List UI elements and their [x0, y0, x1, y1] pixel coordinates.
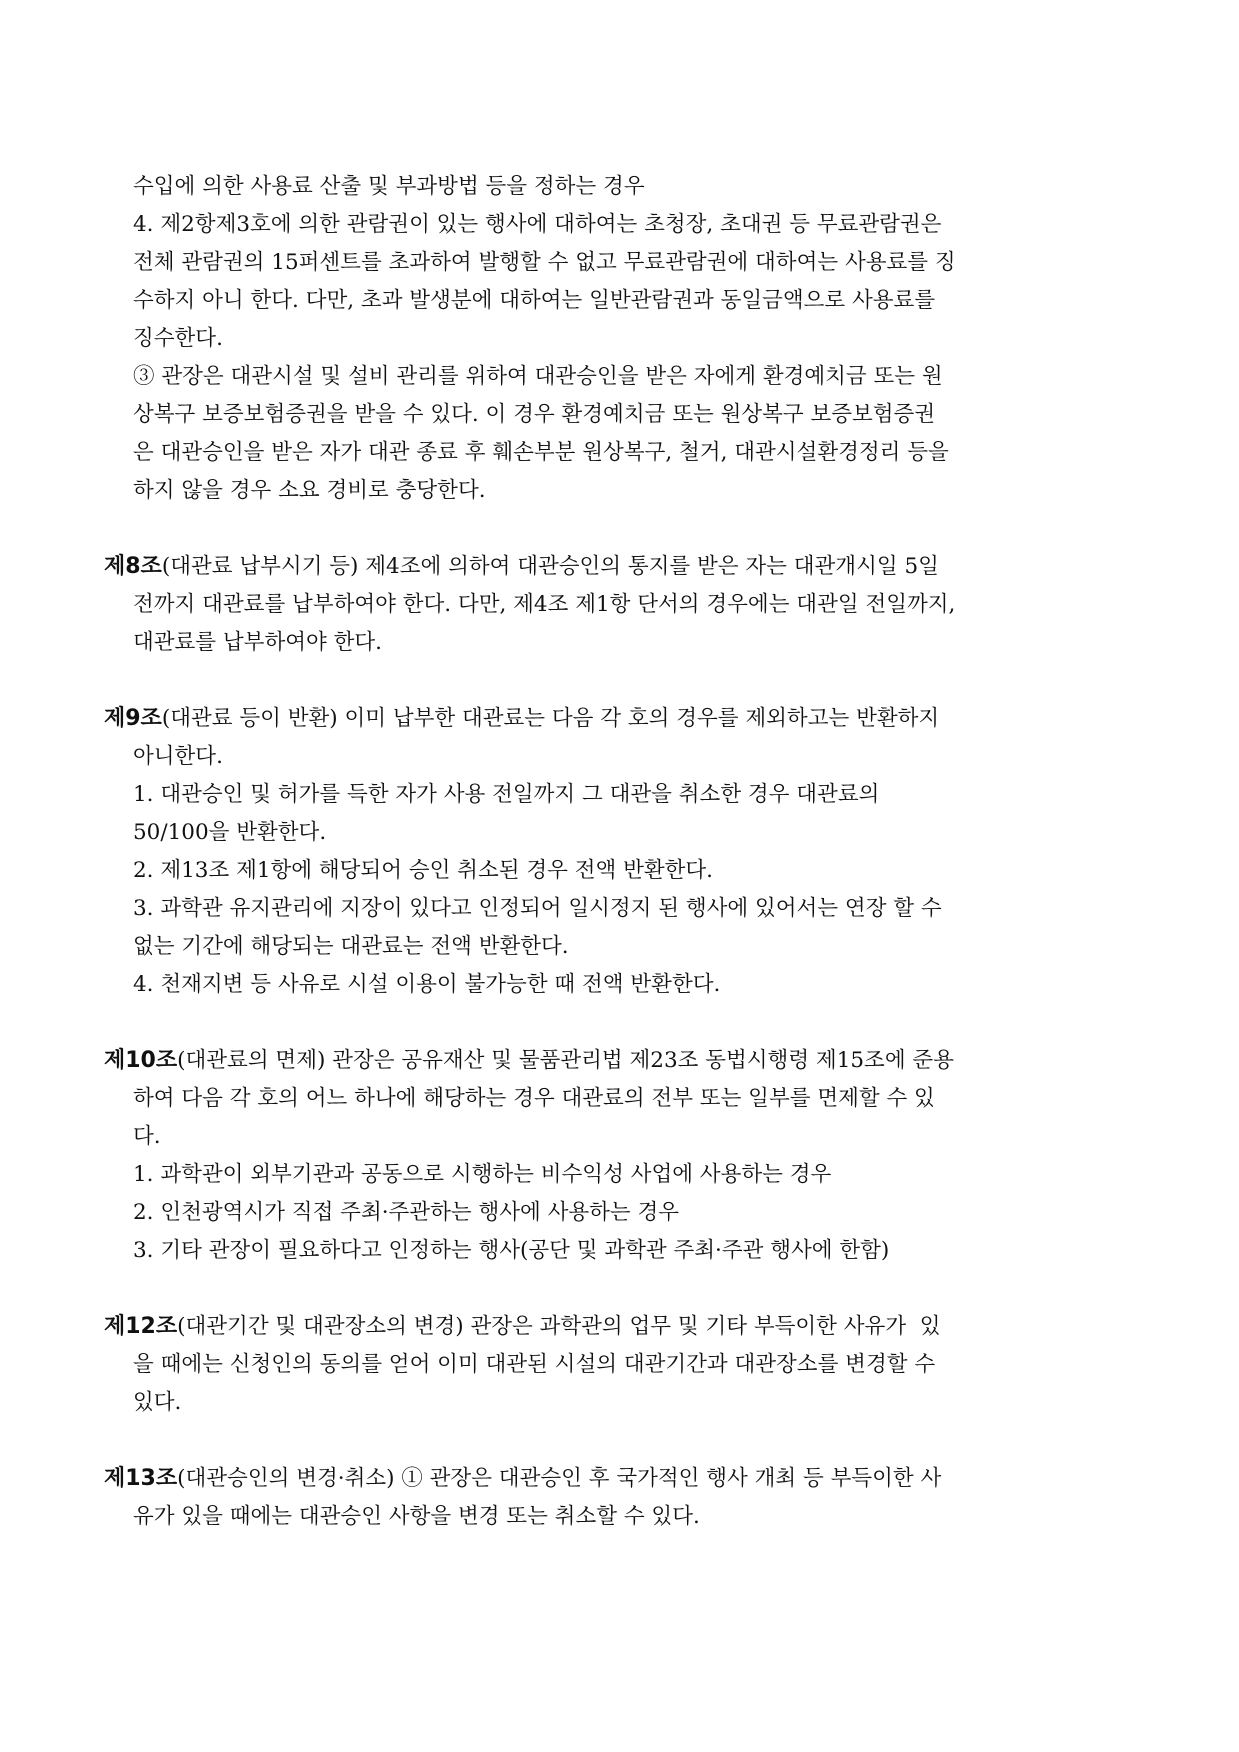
article-label: 제9조 [104, 706, 162, 731]
article-12 [104, 1308, 1134, 1422]
text-line: 3. 기타 관장이 필요하다고 인정하는 행사(공단 및 과학관 주최·주관 행사에 한함) [133, 1238, 890, 1263]
text-line: 은 대관승인을 받은 자가 대관 종료 후 훼손부분 원상복구, 철거, 대관시설환경정리 등을 [133, 440, 949, 465]
text-line: 유가 있을 때에는 대관승인 사항을 변경 또는 취소할 수 있다. [133, 1504, 700, 1529]
article-text: (대관기간 및 대관장소의 변경) 관장은 과학관의 업무 및 기타 부득이한 사유가 있 [177, 1314, 941, 1339]
text-line: 전까지 대관료를 납부하여야 한다. 다만, 제4조 제1항 단서의 경우에는 대관일 전일까지, [133, 592, 956, 617]
article-text: (대관승인의 변경·취소) ① 관장은 대관승인 후 국가적인 행사 개최 등 부득이한 사 [177, 1466, 942, 1491]
article-9 [104, 700, 1134, 1004]
article-10 [104, 1042, 1134, 1270]
article-heading-line [104, 700, 1134, 738]
article-heading-line [104, 548, 1134, 586]
article-label: 제13조 [104, 1466, 178, 1491]
article-text: (대관료 납부시기 등) 제4조에 의하여 대관승인의 통지를 받은 자는 대관개시일 5일 [161, 554, 939, 579]
text-line: 없는 기간에 해당되는 대관료는 전액 반환한다. [133, 934, 569, 959]
article-8 [104, 548, 1134, 662]
text-line: 상복구 보증보험증권을 받을 수 있다. 이 경우 환경예치금 또는 원상복구 보증보험증권 [133, 402, 936, 427]
text-line: 1. 과학관이 외부기관과 공동으로 시행하는 비수익성 사업에 사용하는 경우 [133, 1162, 832, 1187]
article-13 [104, 1460, 1134, 1536]
text-line: 하여 다음 각 호의 어느 하나에 해당하는 경우 대관료의 전부 또는 일부를 면제할 수 있 [133, 1086, 935, 1111]
text-line: 을 때에는 신청인의 동의를 얻어 이미 대관된 시설의 대관기간과 대관장소를 변경할 수 [133, 1352, 936, 1377]
text-line: 4. 제2항제3호에 의한 관람권이 있는 행사에 대하여는 초청장, 초대권 등 무료관람권은 [133, 212, 942, 237]
continued-section [104, 168, 1134, 510]
text-line: 다. [133, 1124, 161, 1149]
text-line: 4. 천재지변 등 사유로 시설 이용이 불가능한 때 전액 반환한다. [133, 972, 721, 997]
text-line: 3. 과학관 유지관리에 지장이 있다고 인정되어 일시정지 된 행사에 있어서는 연장 할 수 [133, 896, 942, 921]
text-line: 대관료를 납부하여야 한다. [133, 630, 382, 655]
text-line: 수입에 의한 사용료 산출 및 부과방법 등을 정하는 경우 [133, 174, 645, 199]
document-page [104, 168, 1134, 1536]
text-line: 1. 대관승인 및 허가를 득한 자가 사용 전일까지 그 대관을 취소한 경우 대관료의 [133, 782, 880, 807]
article-label: 제12조 [104, 1314, 178, 1339]
text-line: 아니한다. [133, 744, 223, 769]
text-line: ③ 관장은 대관시설 및 설비 관리를 위하여 대관승인을 받은 자에게 환경예치금 또는 원 [133, 364, 943, 389]
text-line: 수하지 아니 한다. 다만, 초과 발생분에 대하여는 일반관람권과 동일금액으로 사용료를 [133, 288, 936, 313]
article-label: 제8조 [104, 554, 162, 579]
text-line: 2. 인천광역시가 직접 주최·주관하는 행사에 사용하는 경우 [133, 1200, 680, 1225]
text-line: 2. 제13조 제1항에 해당되어 승인 취소된 경우 전액 반환한다. [133, 858, 713, 883]
article-text: (대관료 등이 반환) 이미 납부한 대관료는 다음 각 호의 경우를 제외하고는 반환하지 [161, 706, 940, 731]
text-line: 징수한다. [133, 326, 223, 351]
text-line: 전체 관람권의 15퍼센트를 초과하여 발행할 수 없고 무료관람권에 대하여는 사용료를 징 [133, 250, 956, 275]
text-line: 50/100을 반환한다. [133, 820, 327, 845]
article-heading-line [104, 1042, 1134, 1080]
article-heading-line [104, 1460, 1134, 1498]
article-heading-line [104, 1308, 1134, 1346]
article-text: (대관료의 면제) 관장은 공유재산 및 물품관리법 제23조 동법시행령 제15조에 준용 [177, 1048, 954, 1073]
article-label: 제10조 [104, 1048, 178, 1073]
text-line: 있다. [133, 1390, 182, 1415]
text-line: 하지 않을 경우 소요 경비로 충당한다. [133, 478, 486, 503]
